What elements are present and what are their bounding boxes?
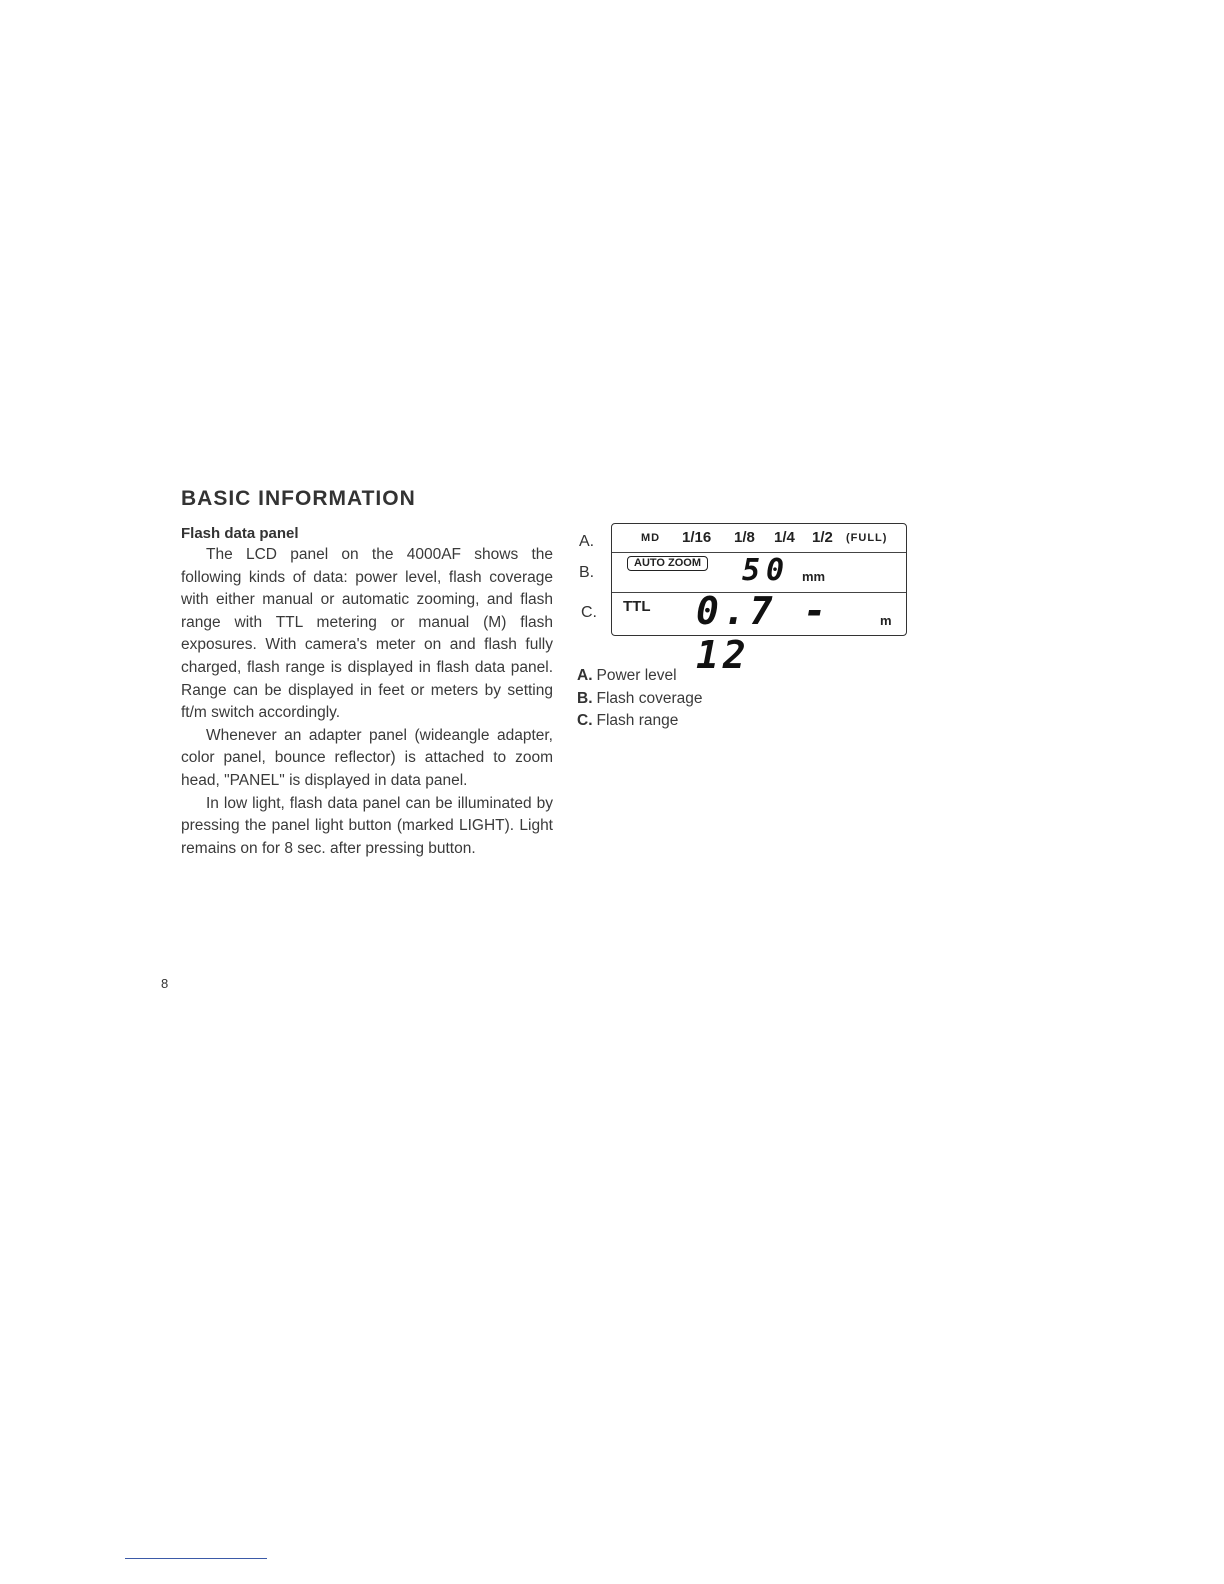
lcd-legend [577,665,702,733]
section-subheading: Flash data panel [181,525,299,542]
footer-rule [125,1558,267,1559]
power-full: (FULL) [846,532,888,544]
legend-letter: B. [577,689,593,707]
power-md: MD [641,532,661,544]
legend-text: Flash coverage [596,689,703,707]
paragraph-panel-light: In low light, flash data panel can be illuminated by pressing the panel light button (marked LIGHT). Light remains on for 8 sec. after pressing button. [181,794,553,857]
body-text [181,544,553,860]
focal-length-readout: 50 [742,553,791,588]
auto-zoom-badge: AUTO ZOOM [627,556,708,571]
lcd-row-marker-c: C. [581,604,597,621]
legend-item-c [577,710,702,733]
paragraph-lcd-overview: The LCD panel on the 4000AF shows the following kinds of data: power level, flash coverage with either manual or automatic zooming, and flash range with TTL metering or manual (M) flash exposures. With camera's meter on and flash fully charged, flash range is displayed in flash data panel. Range can be displayed in feet or meters by setting ft/m switch accordingly. [181,546,553,722]
lcd-power-row [612,524,906,553]
lcd-coverage-row [612,553,906,593]
focal-unit: mm [802,569,826,584]
legend-item-a [577,665,702,688]
page-number: 8 [161,976,169,991]
lcd-row-marker-b: B. [579,564,595,581]
ttl-label: TTL [623,598,651,615]
paragraph-adapter-panel: Whenever an adapter panel (wideangle adapter, color panel, bounce reflector) is attached to zoom head, "PANEL" is displayed in data panel. [181,726,553,789]
power-1-8: 1/8 [734,529,755,546]
power-1-4: 1/4 [774,529,795,546]
legend-item-b [577,688,702,711]
power-1-16: 1/16 [682,529,712,546]
lcd-range-row [612,589,906,677]
legend-text: Flash range [596,712,679,729]
power-1-2: 1/2 [812,529,833,546]
page-heading: BASIC INFORMATION [181,487,416,510]
legend-letter: A. [577,667,593,684]
legend-letter: C. [577,712,593,729]
range-readout: 0.7 - 12 [696,589,831,677]
legend-text: Power level [596,667,677,684]
range-unit: m [880,613,892,628]
lcd-row-marker-a: A. [579,533,595,550]
lcd-panel-figure [611,523,907,677]
